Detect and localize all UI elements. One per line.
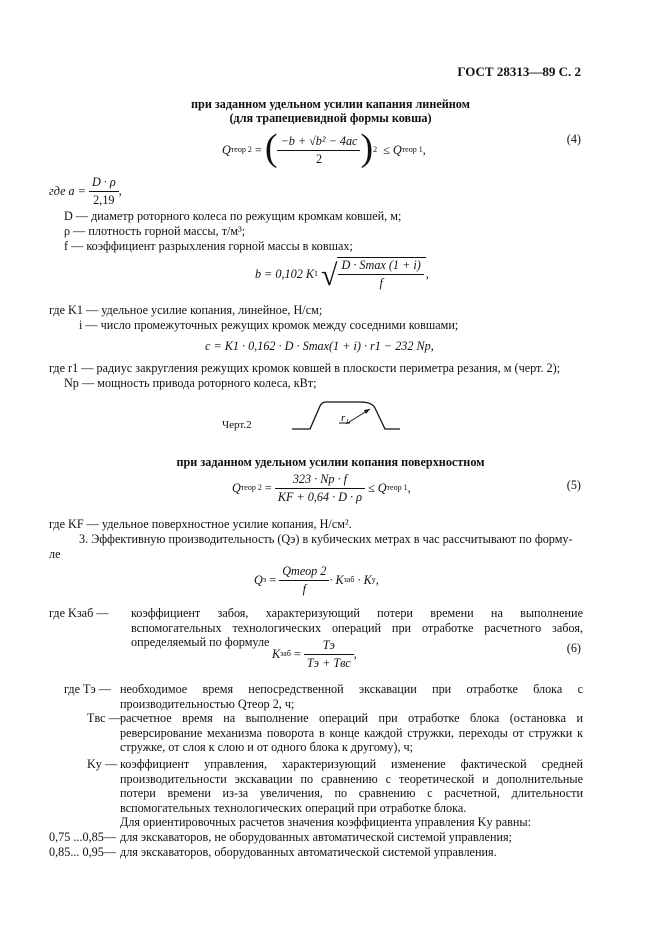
def-KF: где KF — удельное поверхностное усилие копания, Н/см². <box>49 517 352 531</box>
eq6-lhs: K <box>272 646 281 661</box>
section-title-linear: при заданном удельном усилии капания линейном <box>191 97 470 111</box>
where-a-tail: , <box>118 184 122 198</box>
eqb-denominator: f <box>379 276 383 290</box>
def-r1: где r1 — радиус закругления режущих кромок ковшей в плоскости периметра резания, м (черт. 2); <box>49 361 561 375</box>
radius-label: r₁ <box>341 412 350 424</box>
def-Ky-text: коэффициент управления, характеризующий изменение фактической средней производительности экскавации по сравнению с теоретической и дополнительные потери времени из-за увеличения, по сравнению с расчетной, длительности вспомогательных технологических операций при отработке блока. <box>120 757 583 815</box>
def-f: f — коэффициент разрыхления горной массы в ковшах; <box>64 239 353 253</box>
figure-caption: Черт.2 <box>222 419 252 431</box>
where-a-fraction <box>89 175 119 208</box>
eqQe-denominator: f <box>302 581 306 596</box>
eq5-fraction <box>275 472 365 505</box>
where-a-denominator: 2,19 <box>93 193 115 207</box>
eqQe-numerator: Qтеор 2 <box>279 564 329 581</box>
range2-value: 0,85... 0,95— <box>49 845 117 859</box>
eq6-numerator: Tэ <box>304 638 354 655</box>
eq5-equals: = <box>261 480 275 495</box>
equation-number-4: (4) <box>566 132 581 146</box>
def-Te-text: необходимое время непосредственной экскавации при отработке блока с производительностью Qтеор 2, ч; <box>120 682 583 711</box>
def-Np: Np — мощность привода роторного колеса, кВт; <box>64 376 317 390</box>
bucket-profile-figure <box>290 400 402 434</box>
where-a-numerator: D · ρ <box>89 175 119 192</box>
eqQe-equals: = <box>266 572 280 587</box>
eq4-equals: = <box>251 142 265 157</box>
where-a <box>49 175 122 208</box>
radius-arrowhead <box>364 409 370 414</box>
eqb-fraction <box>337 257 425 291</box>
def-Tvs-term: Tвс — <box>87 711 121 725</box>
eqQe-rhs: · K <box>329 572 344 587</box>
def-Tvs-text: расчетное время на выполнение операций при отработке блока (остановка и реверсирование механизма поворота в конце каждой стружки, переходы от стружки к стружке, от слоя к слою и от одного блока к другому), ч; <box>120 711 583 754</box>
def-i: i — число промежуточных режущих кромок между соседними ковшами; <box>79 318 459 332</box>
eq4-lhs: Q <box>222 142 231 157</box>
range2-text: для экскаваторов, оборудованных автоматической системой управления. <box>120 845 497 859</box>
def-Ky-term: Kу — <box>87 757 118 771</box>
range1-value: 0,75 ...0,85— <box>49 830 117 844</box>
eqb-numerator: D · Smax (1 + i) <box>338 258 423 275</box>
eq5-relation: ≤ Q <box>367 480 387 495</box>
equation-number-6: (6) <box>566 641 581 655</box>
eq4-relation: ≤ Q <box>383 142 402 157</box>
section-title-surface: при заданном удельном усилии копания поверхностном <box>176 455 485 469</box>
equation-Qe: Q э = $\frac{\text{Qтеор 2}}{f}$ · K заб · K у , <box>254 563 379 596</box>
page-header: ГОСТ 28313—89 С. 2 <box>457 64 581 79</box>
eqb-lhs: b = 0,102 K <box>255 266 315 281</box>
def-K1: где K1 — удельное усилие копания, линейное, Н/см; <box>49 303 323 317</box>
equation-4: Q теор 2 = ( $\frac{\text{−b + √b² − 4ac}}{2}$ ) 2 ≤ Q теор 1 , <box>222 127 426 169</box>
eq5-lhs: Q <box>232 480 241 495</box>
equation-number-5: (5) <box>566 478 581 492</box>
eq6-fraction <box>304 638 354 671</box>
def-Kzab-term: где Kзаб — <box>49 606 109 620</box>
eq6-comma: , <box>353 646 357 661</box>
def-rho: ρ — плотность горной массы, т/м³; <box>64 224 246 238</box>
equation-b: b = 0,102 K 1 √ $\frac{D \cdot Smax (1 + i)}{f}$ , <box>255 258 429 292</box>
range1-text: для экскаваторов, не оборудованных автоматической системой управления; <box>120 830 512 844</box>
def-D: D — диаметр роторного колеса по режущим кромкам ковшей, м; <box>64 209 402 223</box>
section-subtitle-trapezoid: (для трапециевидной формы ковша) <box>229 111 432 125</box>
paragraph-approx: Для ориентировочных расчетов значения коэффициента управления Kу равны: <box>120 815 531 829</box>
eqb-tail: , <box>425 266 429 281</box>
paragraph-3-line1: 3. Эффективную производительность (Qэ) в кубических метрах в час рассчитывают по форму- <box>79 532 573 546</box>
eqQe-lhs: Q <box>254 572 263 587</box>
eqQe-rhs2: · K <box>354 572 372 587</box>
eq4-denominator: 2 <box>315 151 323 166</box>
equation-c: c = K1 · 0,162 · D · Smax(1 + i) · r1 − 232 Np, <box>205 339 434 353</box>
where-a-lead: где a = <box>49 184 89 198</box>
eq6-equals: = <box>290 646 304 661</box>
eq5-denominator: KF + 0,64 · D · ρ <box>277 489 362 504</box>
equation-5: Q теор 2 = $\frac{323 \cdot Np \cdot f}{KF + 0,64 \cdot D \cdot \rho}$ ≤ Q теор 1 , <box>232 471 411 504</box>
eq4-numerator: −b + √b² − 4ac <box>277 134 360 151</box>
eq6-denominator: Tэ + Tвс <box>306 655 351 670</box>
eq5-numerator: 323 · Np · f <box>275 472 365 489</box>
equation-6: K заб = $\frac{Tэ}{\text{Tэ + Tвс}}$ , <box>272 637 357 670</box>
paragraph-3-line2: ле <box>49 547 61 561</box>
eq4-fraction <box>277 134 360 167</box>
def-Kzab-text: коэффициент забоя, характеризующий потери времени на выполнение вспомогательных технологических операций при отработке расчетного забоя, определяемый по формуле <box>131 606 583 649</box>
eq4-comma: , <box>422 142 426 157</box>
eq5-comma: , <box>407 480 411 495</box>
eqQe-fraction <box>279 564 329 597</box>
def-Te-term: где Tэ — <box>64 682 111 696</box>
eqQe-comma: , <box>375 572 379 587</box>
